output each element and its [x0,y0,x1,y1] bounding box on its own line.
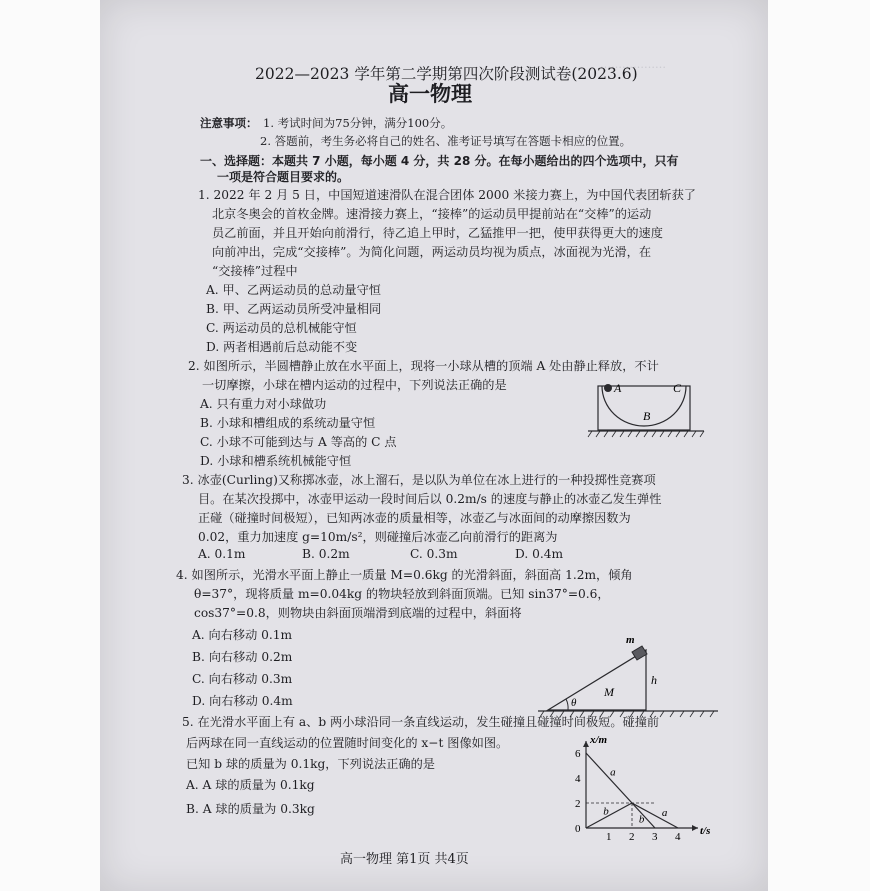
y-axis-label: x/m [590,734,608,746]
series-b-label: b [603,805,609,818]
series-b-label-right: b [638,813,645,826]
q4-option-a: A. 向右移动 0.1m [192,628,293,642]
x-axis-label: t/s [700,825,711,837]
q1-line: 1. 2022 年 2 月 5 日，中国短道速滑队在混合团体 2000 米接力赛上，为中国代表团斩获了 [198,188,696,202]
notes-line-2: 2. 答题前，考生务必将自己的姓名、准考证号填写在答题卡相应的位置。 [260,134,632,148]
q3-line: 0.02，重力加速度 g=10m/s²，则碰撞后冰壶乙向前滑行的距离为 [198,530,558,544]
point-c-label: C [673,381,682,395]
exam-paper [100,0,768,891]
point-b-label: B [643,409,651,423]
y-tick-label: 6 [575,748,581,760]
q3-option-d: D. 0.4m [515,547,564,561]
q3-option-b: B. 0.2m [302,547,350,561]
q2-option-c: C. 小球不可能到达与 A 等高的 C 点 [200,435,397,449]
q1-option-d: D. 两者相遇前后总动能不变 [206,340,358,354]
q5-line: 已知 b 球的质量为 0.1kg，下列说法正确的是 [186,757,435,771]
x-tick-label: 2 [629,831,635,843]
section-1-heading-cont: 一项是符合题目要求的。 [217,170,350,184]
q3-line: 3. 冰壶(Curling)又称掷冰壶，冰上溜石，是以队为单位在冰上进行的一种投掷性竞赛项 [182,473,656,487]
subject-title: 高一物理 [388,82,472,106]
q1-option-c: C. 两运动员的总机械能守恒 [206,321,357,335]
q5-line: 后两球在同一直线运动的位置随时间变化的 x−t 图像如图。 [186,736,509,750]
q3-line: 目。在某次投掷中，冰壶甲运动一段时间后以 0.2m/s 的速度与静止的冰壶乙发生弹性 [198,492,662,506]
q3-line: 正碰（碰撞时间极短），已知两冰壶的质量相等，冰壶乙与冰面间的动摩擦因数为 [198,511,631,525]
x-axis-arrow-icon [692,825,698,831]
q4-line: 4. 如图所示，光滑水平面上静止一质量 M=0.6kg 的光滑斜面，斜面高 1.2m，倾角 [176,568,633,582]
block-icon [632,646,647,660]
q3-option-a: A. 0.1m [198,547,246,561]
q4-line: cos37°=0.8，则物块由斜面顶端滑到底端的过程中，斜面将 [194,606,522,620]
y-tick-label: 0 [575,823,581,835]
q5-option-b: B. A 球的质量为 0.3kg [186,802,315,816]
notes-label: 注意事项： [200,116,258,130]
series-a-label: a [610,766,616,779]
section-1-heading: 一、选择题：本题共 7 小题，每小题 4 分，共 28 分。在每小题给出的四个选项中，只有 [200,154,679,168]
q2-line: 一切摩擦，小球在槽内运动的过程中，下列说法正确的是 [202,378,507,392]
series-a-label-right: a [661,807,668,820]
y-tick-label: 4 [575,773,581,785]
height-label: h [651,673,657,687]
x-tick-label: 1 [606,831,612,843]
q2-line: 2. 如图所示，半圆槽静止放在水平面上，现将一小球从槽的顶端 A 处由静止释放，不计 [188,359,659,373]
q2-option-d: D. 小球和槽系统机械能守恒 [200,454,352,468]
exam-content [100,0,768,891]
small-mass-label: m [626,634,635,646]
q1-option-a: A. 甲、乙两运动员的总动量守恒 [206,283,381,297]
xt-graph [562,734,720,844]
notes-line-1: 1. 考试时间为75分钟，满分100分。 [263,116,453,130]
q2-option-a: A. 只有重力对小球做功 [200,397,327,411]
q1-line: 北京冬奥会的首枚金牌。速滑接力赛上，“接棒”的运动员甲提前站在“交棒”的运动 [212,207,652,221]
q3-option-c: C. 0.3m [410,547,458,561]
exam-title: 2022—2023 学年第二学期第四次阶段测试卷(2023.6) [255,65,638,83]
q4-line: θ=37°，现将质量 m=0.04kg 的物块轻放到斜面顶端。已知 sin37°=0.6， [194,587,610,601]
theta-label: θ [571,697,577,709]
half-pipe-figure [588,380,708,442]
x-tick-label: 4 [675,831,681,843]
x-tick-label: 3 [652,831,658,843]
q5-option-a: A. A 球的质量为 0.1kg [186,778,315,792]
y-tick-label: 2 [575,798,581,810]
series-b-line [586,803,655,828]
q4-option-d: D. 向右移动 0.4m [192,694,293,708]
q4-option-c: C. 向右移动 0.3m [192,672,293,686]
big-mass-label: M [604,685,614,699]
y-axis-arrow-icon [583,741,589,747]
q1-line: 员乙前面，并且开始向前滑行，待乙追上甲时，乙猛推甲一把，使甲获得更大的速度 [212,226,663,240]
page-footer: 高一物理 第1页 共4页 [340,852,469,867]
q1-option-b: B. 甲、乙两运动员所受冲量相同 [206,302,382,316]
q4-option-b: B. 向右移动 0.2m [192,650,293,664]
bleed-through-text: ……………… [600,58,666,71]
q1-line: “交接棒”过程中 [212,264,298,278]
point-a-label: A [614,381,622,395]
ball-icon [604,384,612,392]
incline-figure [538,628,718,718]
q1-line: 向前冲出，完成“交接棒”。为简化问题，两运动员均视为质点，冰面视为光滑，在 [212,245,652,259]
q2-option-b: B. 小球和槽组成的系统动量守恒 [200,416,376,430]
q5-line: 5. 在光滑水平面上有 a、b 两小球沿同一条直线运动，发生碰撞且碰撞时间极短。碰撞前 [182,715,660,729]
